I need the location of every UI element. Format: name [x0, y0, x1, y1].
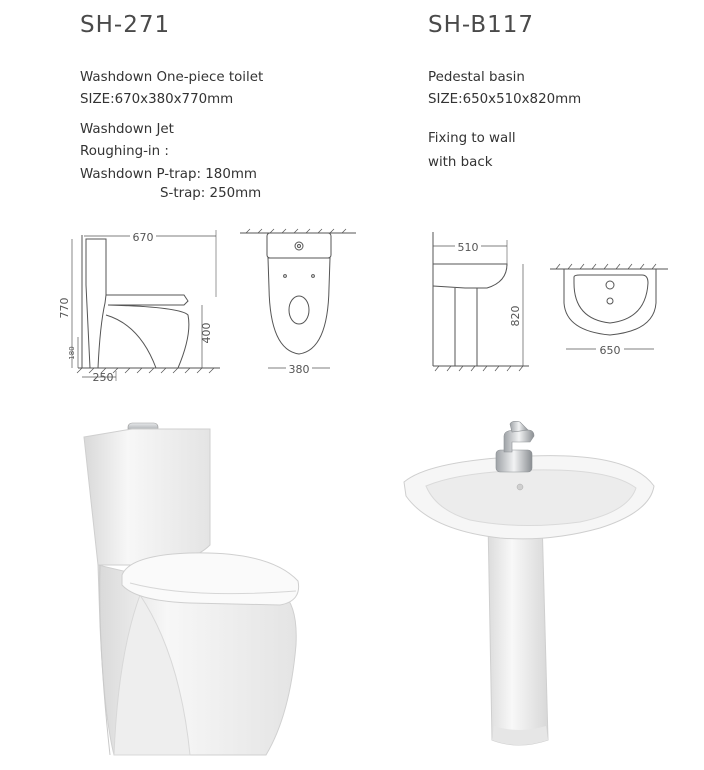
basin-height-dim: 820	[509, 305, 522, 327]
basin-fixing-line2: with back	[428, 155, 493, 170]
toilet-size: SIZE:670x380x770mm	[80, 92, 234, 107]
toilet-trap-height-dim: 180	[68, 346, 76, 360]
basin-fixing-line1: Fixing to wall	[428, 131, 516, 146]
basin-width-dim: 650	[599, 344, 621, 357]
basin-type: Pedestal basin	[428, 70, 525, 85]
toilet-rough-in-dim: 250	[92, 371, 114, 384]
basin-side-drawing	[425, 228, 535, 376]
toilet-width-dim: 670	[132, 231, 154, 244]
basin-top-drawing	[550, 263, 670, 363]
basin-depth-dim: 510	[457, 241, 479, 254]
toilet-seat-height-dim: 400	[200, 322, 213, 344]
basin-size: SIZE:650x510x820mm	[428, 92, 582, 107]
toilet-jet: Washdown Jet	[80, 122, 174, 137]
toilet-side-drawing	[60, 225, 230, 390]
toilet-top-drawing	[240, 228, 358, 378]
toilet-strap: S-trap: 250mm	[160, 186, 262, 201]
toilet-depth-dim: 380	[288, 363, 310, 376]
toilet-roughing-label: Roughing-in :	[80, 144, 169, 159]
toilet-height-dim: 770	[58, 297, 71, 319]
toilet-model-code: SH-271	[80, 12, 171, 38]
toilet-product-image	[70, 415, 320, 760]
basin-product-image	[400, 420, 660, 760]
toilet-ptrap: Washdown P-trap: 180mm	[80, 167, 257, 182]
toilet-type: Washdown One-piece toilet	[80, 70, 264, 85]
basin-model-code: SH-B117	[428, 12, 535, 38]
